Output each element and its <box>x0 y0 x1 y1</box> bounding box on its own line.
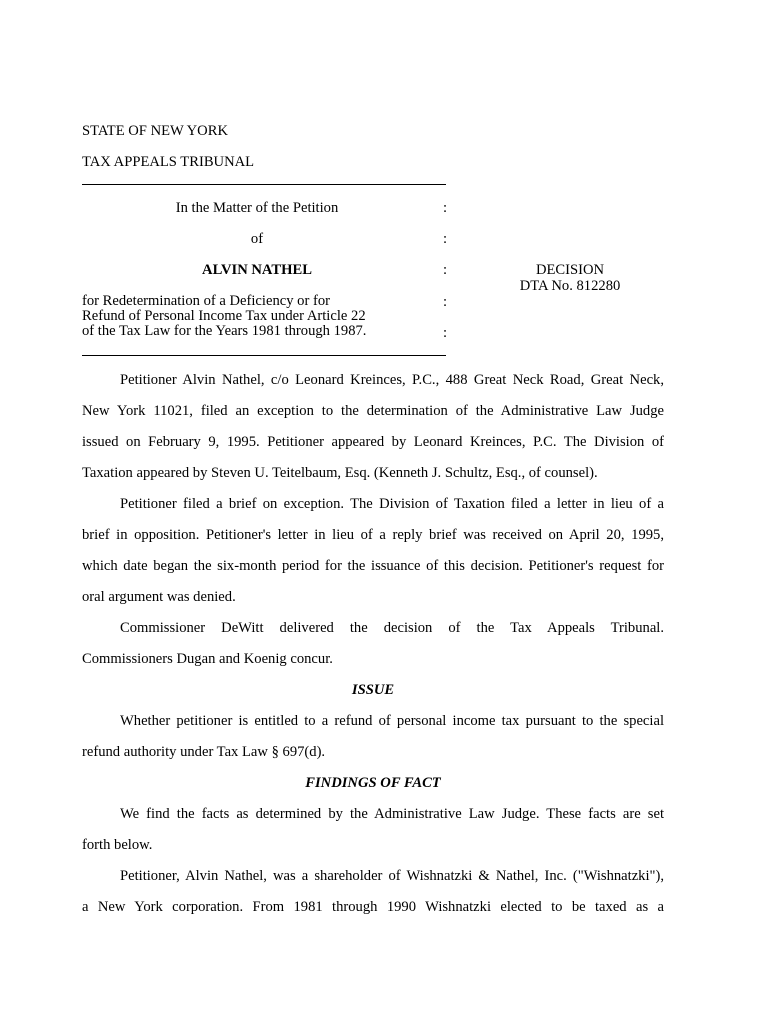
caption-of: of <box>250 231 264 247</box>
caption-purpose-line-1: for Redetermination of a Deficiency or for <box>82 293 330 309</box>
issue-heading: ISSUE <box>351 682 395 698</box>
caption-bottom-rule <box>82 355 446 356</box>
caption-colon: : <box>443 231 448 247</box>
caption-petitioner: ALVIN NATHEL <box>202 262 312 278</box>
paragraph-shareholder <box>82 861 664 923</box>
tribunal-heading: TAX APPEALS TRIBUNAL <box>82 154 255 170</box>
text-line: brief in opposition. Petitioner's letter in lieu of a reply brief was received on April 20, 1995, <box>82 527 664 543</box>
caption-colon: : <box>443 262 448 278</box>
text-line: Taxation appeared by Steven U. Teitelbaum, Esq. (Kenneth J. Schultz, Esq., of counsel). <box>82 465 598 481</box>
caption-top-rule <box>82 184 446 185</box>
text-line: We find the facts as determined by the Administrative Law Judge. These facts are set <box>120 806 664 822</box>
dta-number: DTA No. 812280 <box>519 278 621 294</box>
text-line: refund authority under Tax Law § 697(d). <box>82 744 326 760</box>
text-line: which date began the six-month period for the issuance of this decision. Petitioner's request for <box>82 558 664 574</box>
text-line: Commissioner DeWitt delivered the decision of the Tax Appeals Tribunal. <box>120 620 664 636</box>
text-line: forth below. <box>82 837 153 853</box>
text-line: Petitioner Alvin Nathel, c/o Leonard Kreinces, P.C., 488 Great Neck Road, Great Neck, <box>120 372 664 388</box>
decision-label: DECISION <box>535 262 605 278</box>
text-line: a New York corporation. From 1981 through 1990 Wishnatzki elected to be taxed as a <box>82 899 664 915</box>
caption-purpose-line-2: Refund of Personal Income Tax under Article 22 <box>82 308 366 324</box>
text-line: Whether petitioner is entitled to a refund of personal income tax pursuant to the special <box>120 713 664 729</box>
paragraph-commissioners <box>82 613 664 675</box>
text-line: issued on February 9, 1995. Petitioner appeared by Leonard Kreinces, P.C. The Division of <box>82 434 664 450</box>
state-heading: STATE OF NEW YORK <box>82 123 228 139</box>
caption-purpose-line-3: of the Tax Law for the Years 1981 through 1987. <box>82 323 367 339</box>
caption-matter: In the Matter of the Petition <box>175 200 339 216</box>
text-line: Petitioner filed a brief on exception. The Division of Taxation filed a letter in lieu of a <box>120 496 664 512</box>
paragraph-issue <box>82 706 664 768</box>
caption-colon: : <box>443 294 448 310</box>
text-line: oral argument was denied. <box>82 589 236 605</box>
text-line: Petitioner, Alvin Nathel, was a shareholder of Wishnatzki & Nathel, Inc. ("Wishnatzki"), <box>120 868 664 884</box>
text-line: New York 11021, filed an exception to the determination of the Administrative Law Judge <box>82 403 664 419</box>
paragraph-findings-intro <box>82 799 664 861</box>
caption-colon: : <box>443 200 448 216</box>
paragraph-exception <box>82 365 664 489</box>
caption-colon: : <box>443 325 448 341</box>
text-line: Commissioners Dugan and Koenig concur. <box>82 651 333 667</box>
findings-heading: FINDINGS OF FACT <box>305 775 441 791</box>
paragraph-briefs <box>82 489 664 613</box>
